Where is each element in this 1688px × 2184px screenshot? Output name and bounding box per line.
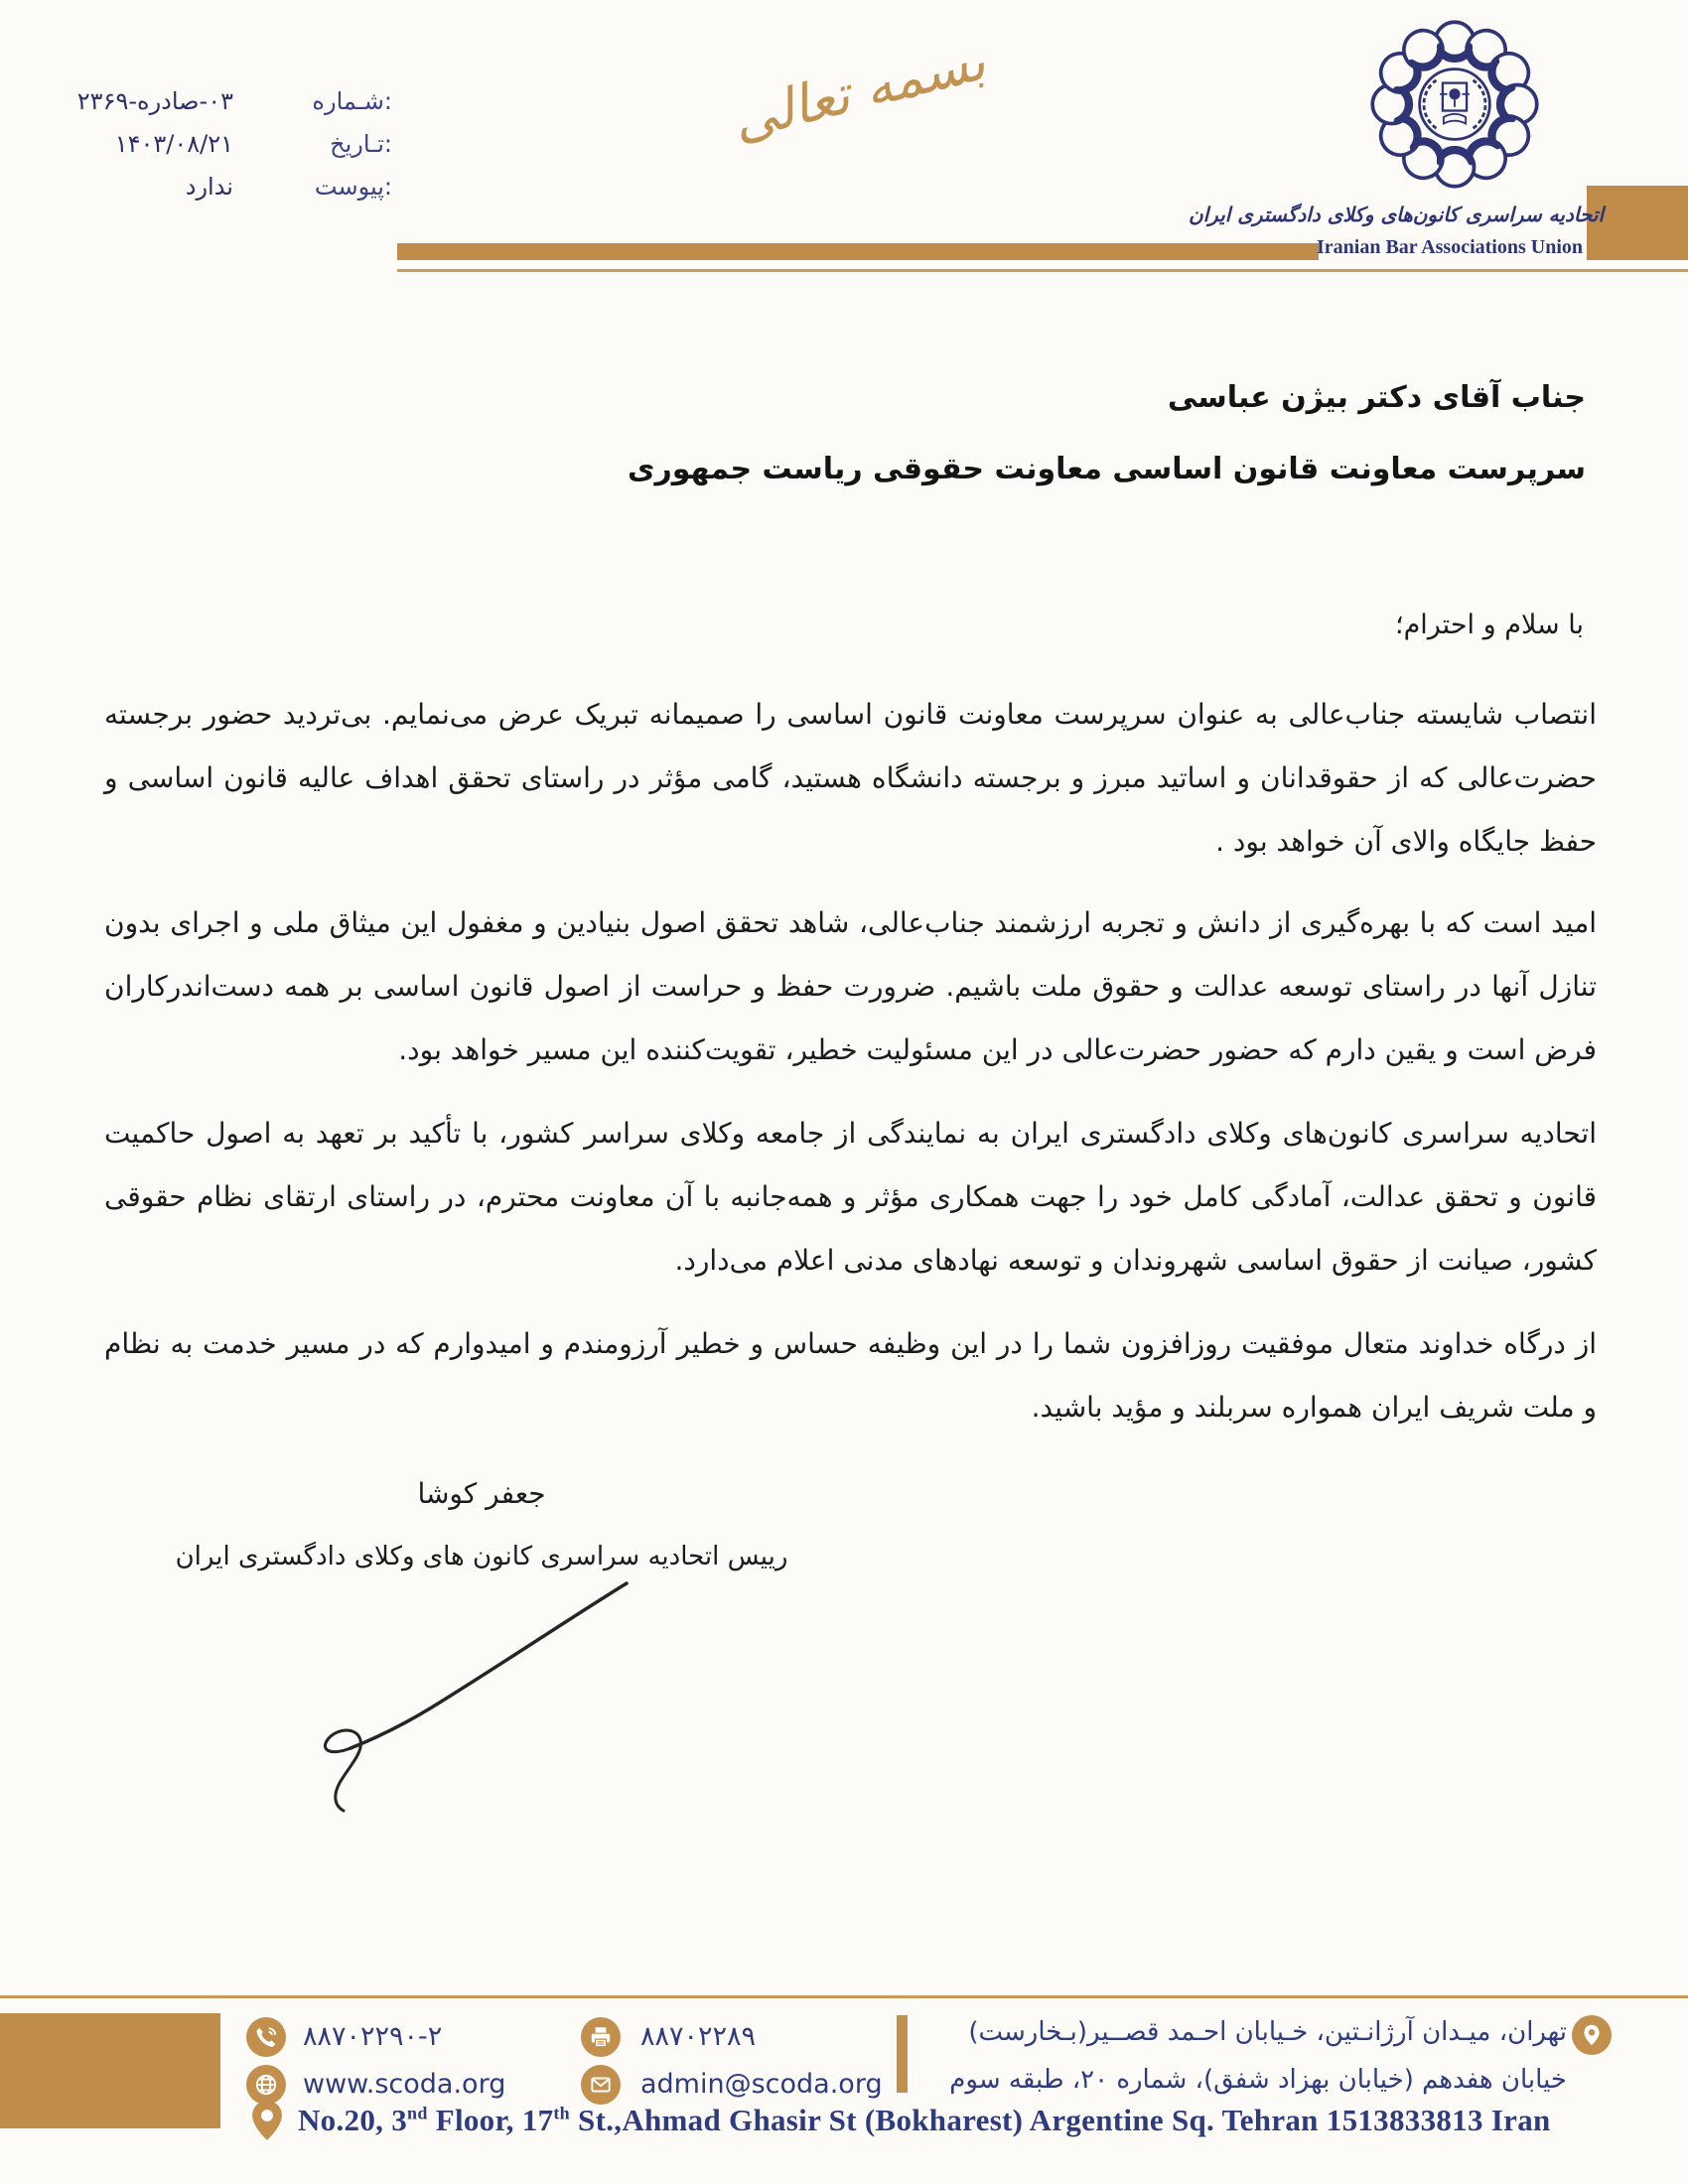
meta-row-attachment (74, 173, 392, 215)
handwritten-signature (263, 1573, 640, 1817)
website-url: www.scoda.org (303, 2069, 506, 2100)
signature-block (174, 1477, 789, 1571)
salutation-line: با سلام و احترام؛ (1394, 610, 1584, 640)
footer-gold-line (0, 1995, 1688, 1998)
letterhead-meta (74, 87, 392, 215)
mail-icon (581, 2065, 621, 2105)
logo-caption-persian: اتحادیه سراسری کانون‌های وکلای دادگستری ایران (1188, 203, 1604, 226)
logo-caption-english: Iranian Bar Associations Union (1316, 236, 1584, 258)
meta-attachment-value: ندارد (185, 173, 233, 201)
email-address: admin@scoda.org (640, 2069, 883, 2100)
body-paragraph-1: انتصاب شایسته جناب‌عالی به عنوان سرپرست معاونت قانون اساسی را صمیمانه تبریک عرض می‌نمایم. بی‌تردید حضور برجسته حضرت‌عالی که از حقوقدانان و اساتید مبرز و برجسته دانشگاه هستید، گامی مؤثر در راستای تحقق اهداف عالیه قانون اساسی و حفظ جایگاه والای آن خواهد بود . (104, 698, 1597, 858)
meta-row-number (74, 87, 392, 130)
signatory-name: جعفر کوشا (417, 1477, 546, 1510)
fax-icon (581, 2017, 621, 2057)
location-pin-icon (1572, 2015, 1612, 2055)
phone-number: ۸۸۷۰۲۲۹۰-۲ (303, 2021, 443, 2052)
rosette-emblem-icon (1362, 12, 1547, 197)
bismillah-calligraphy: بسمه تعالی (726, 29, 992, 153)
recipient-name-line: جناب آقای دکتر بیژن عباسی (1167, 380, 1586, 415)
fax-number: ۸۸۷۰۲۲۸۹ (640, 2021, 757, 2052)
footer-divider (897, 2015, 908, 2093)
body-paragraph-3: اتحادیه سراسری کانون‌های وکلای دادگستری ایران به نمایندگی از جامعه وکلای سراسر کشور، با تأکید بر تعهد به اصول حاکمیت قانون و تحقق عدالت، آمادگی کامل خود را جهت همکاری مؤثر و همه‌جانبه با آن معاونت محترم، در راستای ارتقای نظام حقوقی کشور، صیانت از حقوق اساسی شهروندان و توسعه نهادهای مدنی اعلام می‌دارد. (104, 1117, 1597, 1277)
address-english-part: St.,Ahmad Ghasir St (Bokharest) Argentine Sq. Tehran 1513833813 Iran (570, 2103, 1551, 2137)
address-english-part: Floor, 17 (427, 2103, 554, 2137)
location-pin-icon-english-row (250, 2099, 284, 2142)
body-paragraph-2: امید است که با بهره‌گیری از دانش و تجربه ارزشمند جناب‌عالی، شاهد تحقق اصول بنیادین و مغفول این میثاق ملی و اجرای بدون تنازل آنها در راستای توسعه عدالت و حقوق ملت باشیم. ضرورت حفظ و حراست از اصول قانون اساسی بر همه دست‌اندرکاران فرض است و یقین دارم که حضور حضرت‌عالی در این مسئولیت خطیر، تقویت‌کننده این مسیر خواهد بود. (104, 906, 1597, 1066)
header-gold-bar (397, 243, 1319, 260)
body-paragraph-4: از درگاه خداوند متعال موفقیت روزافزون شما را در این وظیفه حساس و خطیر آرزومندم و امیدوارم که در مسیر خدمت به نظام و ملت شریف ایران همواره سربلند و مؤید باشید. (104, 1327, 1597, 1424)
address-persian-line2: خیابان هفدهم (خیابان بهزاد شفق)، شماره ۲۰، طبقه سوم (949, 2065, 1567, 2095)
signatory-title: رییس اتحادیه سراسری کانون های وکلای دادگستری ایران (175, 1542, 788, 1571)
footer-gold-block (0, 2013, 220, 2128)
meta-number-label: شـماره: (312, 87, 392, 115)
meta-number-value: ۰۳-صادره-۲۳۶۹ (76, 87, 233, 115)
recipient-title-line: سرپرست معاونت قانون اساسی معاونت حقوقی ریاست جمهوری (627, 452, 1586, 486)
header-gold-line (397, 269, 1688, 272)
address-english-sup: th (553, 2103, 570, 2123)
meta-attachment-label: پیوست: (314, 173, 392, 201)
address-english-part: No.20, 3 (298, 2103, 408, 2137)
address-english-sup: nd (407, 2103, 428, 2123)
address-english (298, 2103, 1551, 2138)
phone-icon (246, 2017, 286, 2057)
address-persian-line1: تهران، میـدان آرژانـتین، خـیابان احـمد قصــیر(بـخارست) (968, 2017, 1567, 2047)
meta-row-date (74, 130, 392, 173)
meta-date-value: ۱۴۰۳/۰۸/۲۱ (114, 130, 233, 158)
meta-date-label: تـاریخ: (330, 130, 392, 158)
